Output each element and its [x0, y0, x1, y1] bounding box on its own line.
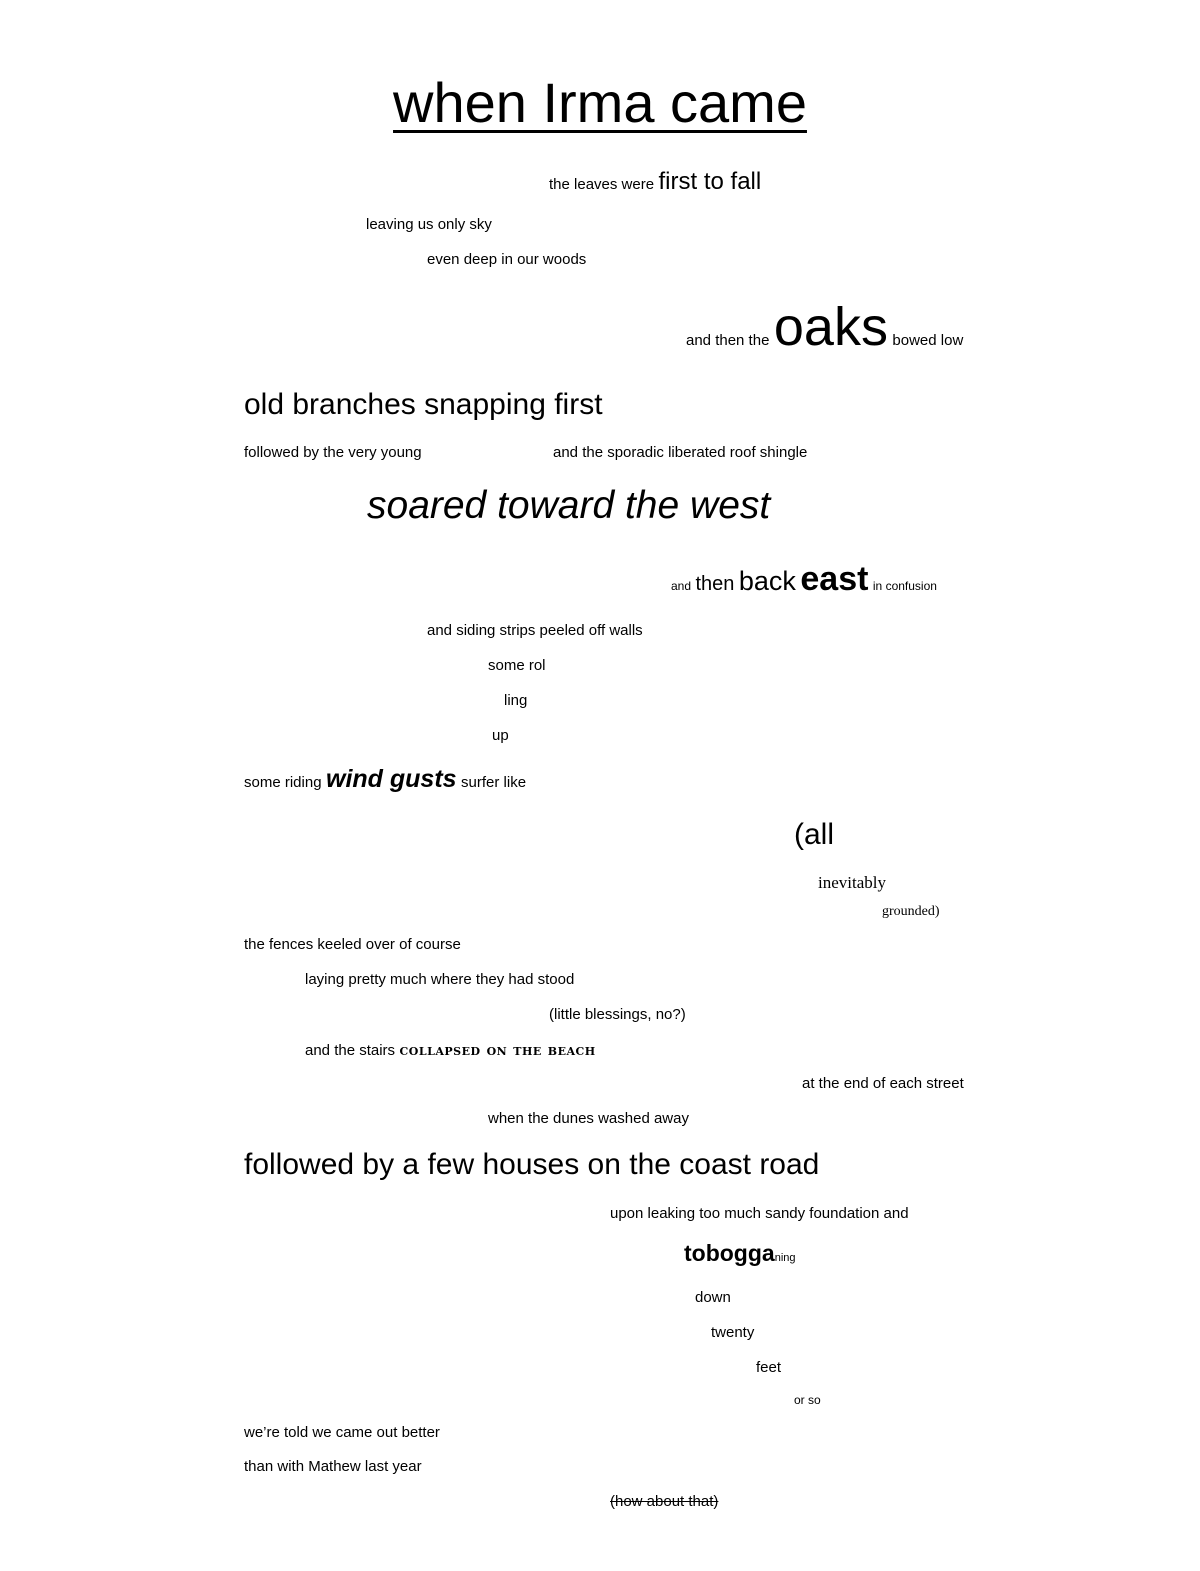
line-13-part-a: some riding: [244, 774, 322, 791]
line-8-then: then: [695, 573, 735, 595]
poem-line-29: or so: [794, 1393, 821, 1407]
line-1-part-b: first to fall: [658, 168, 762, 195]
poem-line-23: followed by a few houses on the coast road: [244, 1148, 820, 1181]
poem-line-21: at the end of each street: [802, 1075, 964, 1092]
line-4-part-a: and then the: [686, 332, 770, 349]
line-8-and: and: [671, 579, 692, 593]
poem-line-8: [671, 560, 937, 599]
poem-line-10: some rol: [488, 657, 546, 674]
poem-line-4: [686, 296, 963, 358]
poem-line-16: grounded): [882, 904, 940, 919]
poem-line-5: old branches snapping first: [244, 388, 603, 421]
poem-line-31: than with Mathew last year: [244, 1458, 422, 1475]
line-25-tobogga: tobogga: [684, 1240, 775, 1266]
line-20-collapsed: collapsed on the beach: [399, 1040, 596, 1059]
poem-line-20: [305, 1040, 596, 1060]
poem-line-13: [244, 765, 526, 794]
line-13-part-c: surfer like: [461, 774, 527, 791]
poem-line-32: (how about that): [610, 1493, 719, 1510]
poem-line-14: (all: [794, 818, 835, 851]
poem-line-30: we’re told we came out better: [244, 1424, 440, 1441]
poem-line-17: the fences keeled over of course: [244, 936, 461, 953]
poem-title: when Irma came: [393, 71, 807, 134]
line-8-in-confusion: in confusion: [872, 579, 937, 593]
poem-line-9: and siding strips peeled off walls: [427, 622, 643, 639]
poem-line-26: down: [695, 1289, 731, 1306]
poem-line-1: [549, 168, 761, 196]
line-25-ning: ning: [774, 1252, 796, 1264]
poem-line-19: (little blessings, no?): [549, 1006, 686, 1023]
line-4-part-c: bowed low: [892, 332, 964, 349]
poem-line-3: even deep in our woods: [427, 251, 587, 268]
poem-line-15: inevitably: [818, 873, 886, 892]
poem-line-11: ling: [504, 692, 528, 709]
line-20-part-a: and the stairs: [305, 1042, 396, 1059]
poem-line-2: leaving us only sky: [366, 216, 492, 233]
poem-line-18: laying pretty much where they had stood: [305, 971, 575, 988]
poem-line-6b: and the sporadic liberated roof shingle: [553, 444, 808, 461]
poem-line-25: [684, 1240, 796, 1267]
line-1-part-a: the leaves were: [549, 176, 655, 193]
poem-line-12: up: [492, 727, 509, 744]
line-8-east: east: [800, 560, 869, 598]
line-13-wind-gusts: wind gusts: [326, 765, 457, 793]
poem-line-6a: followed by the very young: [244, 444, 422, 461]
poem-line-27: twenty: [711, 1324, 755, 1341]
poem-line-22: when the dunes washed away: [488, 1110, 689, 1127]
line-4-oaks: oaks: [773, 297, 888, 357]
line-8-back: back: [738, 566, 796, 596]
poem-line-28: feet: [756, 1359, 782, 1376]
poem-line-24: upon leaking too much sandy foundation and: [610, 1205, 909, 1222]
poem-line-7: soared toward the west: [367, 484, 771, 527]
